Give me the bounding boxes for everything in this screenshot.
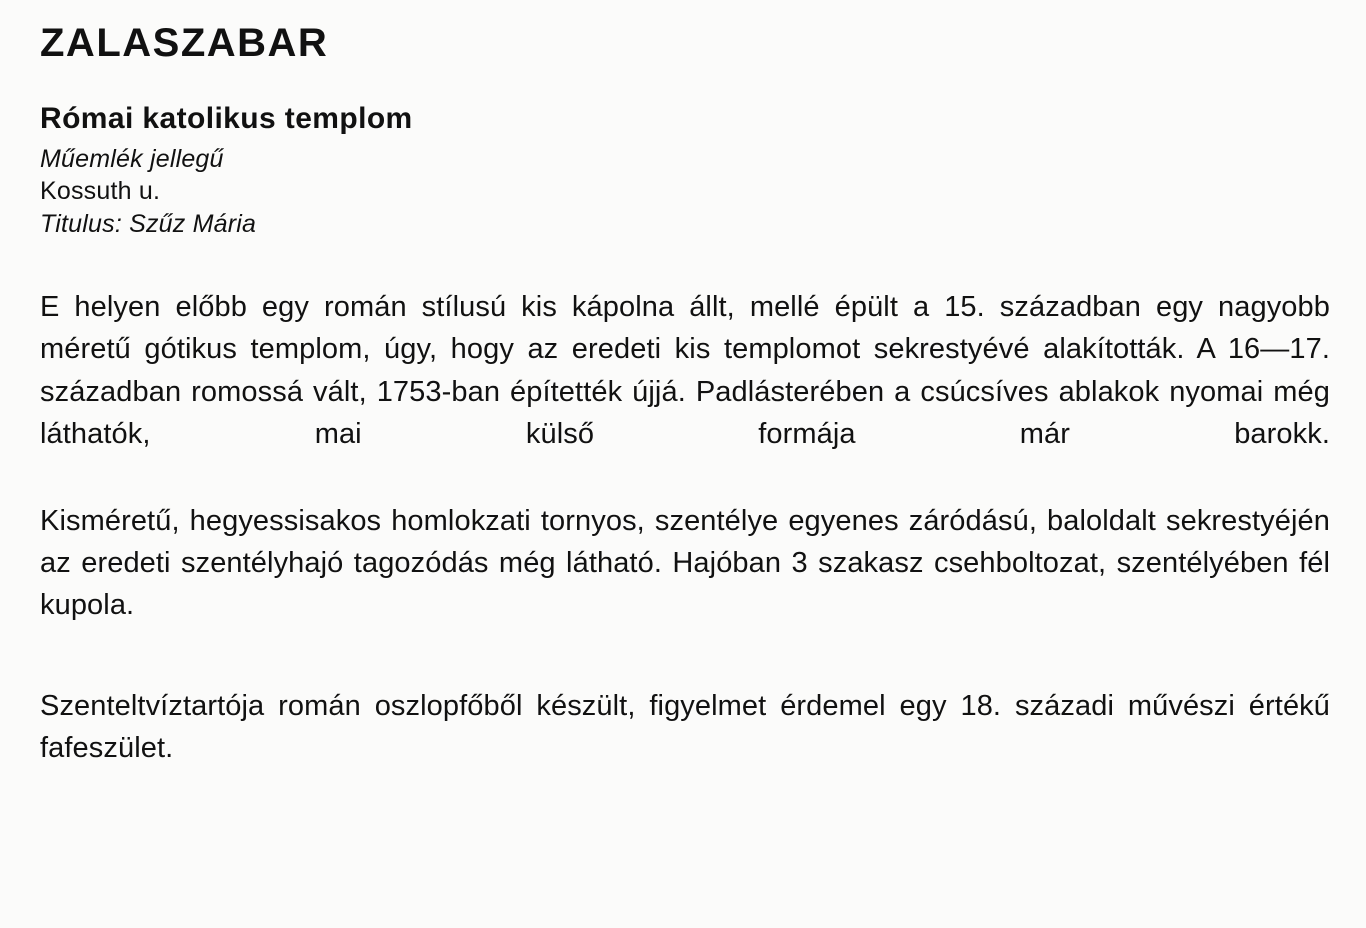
- body-paragraph: E helyen előbb egy román stílusú kis kápolna állt, mellé épült a 15. században egy nagyobb méretű gótikus templom, úgy, hogy az eredeti kis templomot sekrestyévé alakították. A 16—17. században romossá vált, 1753-ban építették újjá. Padlásterében a csúcsíves ablakok nyomai még láthatók, mai külső formája már barokk.: [40, 291, 1330, 450]
- body-paragraph: Szenteltvíztartója román oszlopfőből készült, figyelmet érdemel egy 18. századi művészi értékű fafeszület.: [40, 689, 1330, 765]
- metadata-titulus: Titulus: Szűz Mária: [40, 209, 257, 238]
- metadata-address: Kossuth u.: [40, 177, 161, 205]
- page-title: ZALASZABAR: [40, 21, 329, 65]
- entry-title: Római katolikus templom: [40, 102, 413, 135]
- body-paragraph: Kisméretű, hegyessisakos homlokzati tornyos, szentélye egyenes záródású, baloldalt sekrestyéjén az eredeti szentélyhajó tagozódás még látható. Hajóban 3 szakasz csehboltozat, szentélyében fél kupola.: [40, 504, 1330, 622]
- document-content: [40, 22, 1330, 812]
- entry-metadata: [40, 143, 1330, 241]
- entry-body: [40, 286, 1330, 812]
- metadata-protection-status: Műemlék jellegű: [40, 144, 224, 173]
